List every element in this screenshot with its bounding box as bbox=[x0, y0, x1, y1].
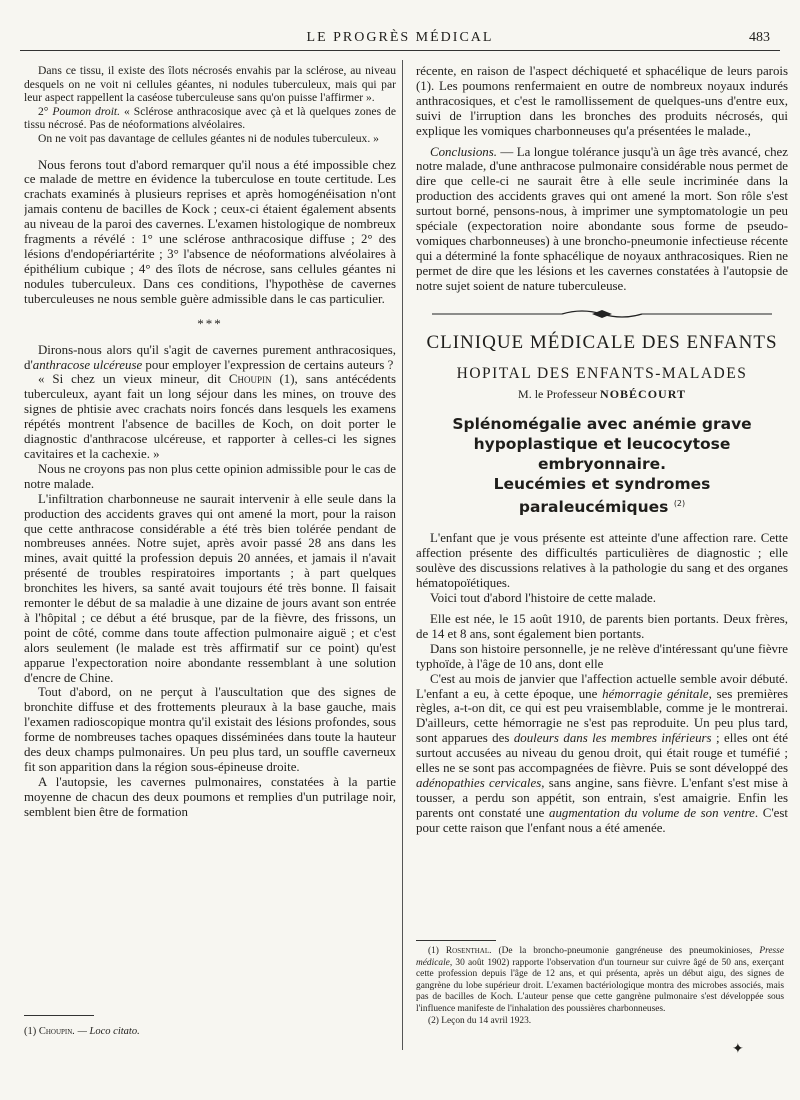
body-paragraph: L'infiltration charbonneuse ne saurait intervenir à elle seule dans la production des accidents graves qui ont amené la mort, pour la raison que cette anthracose considérable a été très bien tolérée pendant de nombreuses années. Notre sujet, après avoir passé 28 ans dans les mines, avait quitté la profession depuis 20 années, et jamais il n'avait présenté de troubles respiratoires importants ; à part quelques bronchites les hivers, sa santé avait toujours été très bonne. Il faisait remonter le début de sa maladie à une dizaine de jours avant son entrée à l'hôpital ; ce début a été brusque, par de la fièvre, des frissons, un point de côté, comme dans toute affection pulmonaire aiguë ; et c'est alors seulement (le malade est très affirmatif sur ce point) qu'est apparue l'expectoration noire abondante ressemblant à une solution d'encre de Chine. bbox=[24, 491, 396, 685]
footnote-rule bbox=[416, 940, 496, 941]
body-paragraph: « Si chez un vieux mineur, dit Choupin (1), sans antécédents tuberculeux, ayant fait un long séjour dans les mines, on trouve des signes de phtisie avec crachats noirs foncés dans lesquels les examens répétés montrent l'absence de bacilles de Koch, on doit porter le diagnostic d'anthracose ulcéreuse, et rapporter à celles-ci les signes cavitaires et la cachexie. » bbox=[24, 372, 396, 461]
conclusions-paragraph: Conclusions. — La longue tolérance jusqu'à un âge très avancé, chez notre malade, d'une anthracose pulmonaire considérable nous permet de dire que celle-ci ne saurait être à elle seule incriminée dans la production des accidents graves qui ont amené la mort. Son rôle s'est surtout borné, pensons-nous, à imprimer une symptomatologie un peu spéciale (expectoration noire abondante sous forme de pseudo-vomiques charbonneuses) à une broncho-pneumonie infectieuse récente qui a déterminé la fonte sphacélique de noyaux anthracosiques. Rien ne permet de dire que les lésions et les cavernes constatées à l'autopsie de notre sujet soient de nature tuberculeuse. bbox=[416, 144, 788, 293]
running-title: LE PROGRÈS MÉDICAL bbox=[306, 30, 494, 45]
quote-paragraph: On ne voit pas davantage de cellules géantes ni de nodules tuberculeux. » bbox=[38, 131, 379, 145]
professor-line: M. le Professeur NOBÉCOURT bbox=[518, 387, 686, 402]
body-paragraph: C'est au mois de janvier que l'affection actuelle semble avoir débuté. L'enfant a eu, à cette époque, une hémorragie génitale, ses premières règles, a-t-on dit, ce qui est peu vraisemblable, comme je le montrerai. D'ailleurs, cette hémorragie ne s'est pas reproduite. Un peu plus tard, sont apparues des douleurs dans les membres inférieurs ; elles ont été surtout accusées au niveau du genou droit, qui était rouge et tuméfié ; elles ne se sont pas accompagnées de fièvre. Puis se sont développé des adénopathies cervicales, sans angine, sans fièvre. L'enfant s'est mise à tousser, a perdu son appétit, son entrain, s'est amaigrie. Enfin les parents ont constaté une augmentation du volume de son ventre. C'est pour cette raison que l'enfant nous a été amenée. bbox=[416, 671, 788, 835]
body-paragraph: Dans son histoire personnelle, je ne relève d'intéressant qu'une fièvre typhoïde, à l'âge de 10 ans, dont elle bbox=[416, 641, 788, 671]
section-ornament bbox=[416, 304, 788, 328]
footnote-2: (2) Leçon du 14 avril 1923. bbox=[428, 1015, 532, 1026]
end-mark-icon: ✦ bbox=[732, 1041, 744, 1057]
page-header bbox=[20, 26, 780, 50]
footnote-right bbox=[416, 946, 784, 1027]
quote-paragraph: Dans ce tissu, il existe des îlots nécrosés envahis par la sclérose, au niveau desquels on ne voit ni cellules géantes, ni nodules tuberculeux, mais qui par leur aspect rappellent la caséose tuberculeuse sans qu'on puisse l'affirmer ». bbox=[24, 64, 396, 105]
footnote-ref: (2) bbox=[673, 499, 686, 509]
body-paragraph: récente, en raison de l'aspect déchiqueté et sphacélique de leurs parois (1). Les poumons renfermaient en outre de nombreux noyaux indurés anthracosiques, et c'est le ramollissement de quelques-uns d'entre eux, suivi de l'irruption dans les bronches des produits nécrosés, qui explique les vomiques charbonneuses qu'a présentées le malade., bbox=[416, 64, 788, 138]
left-column bbox=[24, 64, 396, 1034]
column-divider bbox=[402, 60, 403, 1050]
right-column bbox=[416, 64, 788, 1034]
footnote-left: (1) Choupin. — Loco citato. bbox=[24, 1026, 140, 1037]
footnote-1: (1) Rosenthal. (De la broncho-pneumonie gangréneuse des pneumokinioses, Presse médicale, 30 août 1902) rapporte l'observation d'un tourneur sur cuivre âgé de 50 ans, exerçant cette profession depuis l'âge de 12 ans, et qui présenta, après un début aigu, des signes de gangrène du lobe supérieur droit. L'examen bactériologique montra des microbes associés, mais pas de bacilles de Koch. L'auteur pense que cette gangrène pulmonaire s'est développée sous l'influence manifeste de l'inhalation des poussières charbonneuses. bbox=[416, 946, 784, 1014]
body-paragraph: L'enfant que je vous présente est atteinte d'une affection rare. Cette affection présente des difficultés particulières de diagnostic ; elle soulève des discussions relatives à la pathologie du sang et des organes hématopoïétiques. bbox=[416, 531, 788, 591]
body-paragraph: Tout d'abord, on ne perçut à l'auscultation que des signes de bronchite diffuse et des frottements pleuraux à la base gauche, mais l'examen radioscopique montra qu'il existait des lésions profondes, sous forme de nombreuses taches opaques disséminées dans toute la hauteur des deux champs pulmonaires. Un peu plus tard, un souffle caverneux fit son apparition dans la région sous-épineuse droite. bbox=[24, 685, 396, 774]
header-rule bbox=[20, 50, 780, 51]
quote-paragraph: 2° Poumon droit. « Sclérose anthracosique avec çà et là quelques zones de tissu nécrosé. Pas de néoformations alvéolaires. bbox=[24, 104, 396, 132]
section-heading: CLINIQUE MÉDICALE DES ENFANTS bbox=[426, 331, 778, 353]
hospital-heading: HOPITAL DES ENFANTS-MALADES bbox=[456, 364, 748, 382]
ornament-rule-icon bbox=[432, 304, 772, 324]
body-paragraph: Nous ferons tout d'abord remarquer qu'il nous a été impossible chez ce malade de mettre en évidence la tuberculose en toute certitude. Les crachats examinés à plusieurs reprises et après homogénéisation n'ont jamais contenu de bacilles de Kock ; ceux-ci étaient également absents au niveau de la paroi des cavernes. L'examen histologique de nombreux fragments a révélé : 1° une sclérose anthracosique diffuse ; 2° des lésions d'endopériartérite ; 3° l'absence de néoformations alvéolaires à épithélium cubique ; 4° des îlots de nécrose, sans cellules géantes ni nodules tuberculeux. Dans ces conditions, l'hypothèse de cavernes tuberculeuses ne nous semble guère admissible dans le cas particulier. bbox=[24, 157, 396, 306]
body-paragraph: A l'autopsie, les cavernes pulmonaires, constatées à la partie moyenne de chacun des deux poumons et remplies d'un putrilage noir, semblent bien être de formation bbox=[24, 774, 396, 819]
section-break-stars: *** bbox=[197, 315, 223, 331]
body-paragraph: Dirons-nous alors qu'il s'agit de cavernes purement anthracosiques, d'anthracose ulcéreuse pour employer l'expression de certains auteurs ? bbox=[24, 342, 396, 372]
body-paragraph: Voici tout d'abord l'histoire de cette malade. bbox=[430, 591, 656, 606]
body-paragraph: Elle est née, le 15 août 1910, de parents bien portants. Deux frères, de 14 et 8 ans, sont également bien portants. bbox=[416, 612, 788, 641]
footnote-rule bbox=[24, 1015, 94, 1016]
body-paragraph: Nous ne croyons pas non plus cette opinion admissible pour le cas de notre malade. bbox=[24, 461, 396, 491]
article-title: Splénomégalie avec anémie grave hypoplastique et leucocytose embryonnaire. Leucémies et syndromes paraleucémiques $^{(2)}$ bbox=[452, 415, 752, 517]
page-number: 483 bbox=[749, 30, 770, 45]
